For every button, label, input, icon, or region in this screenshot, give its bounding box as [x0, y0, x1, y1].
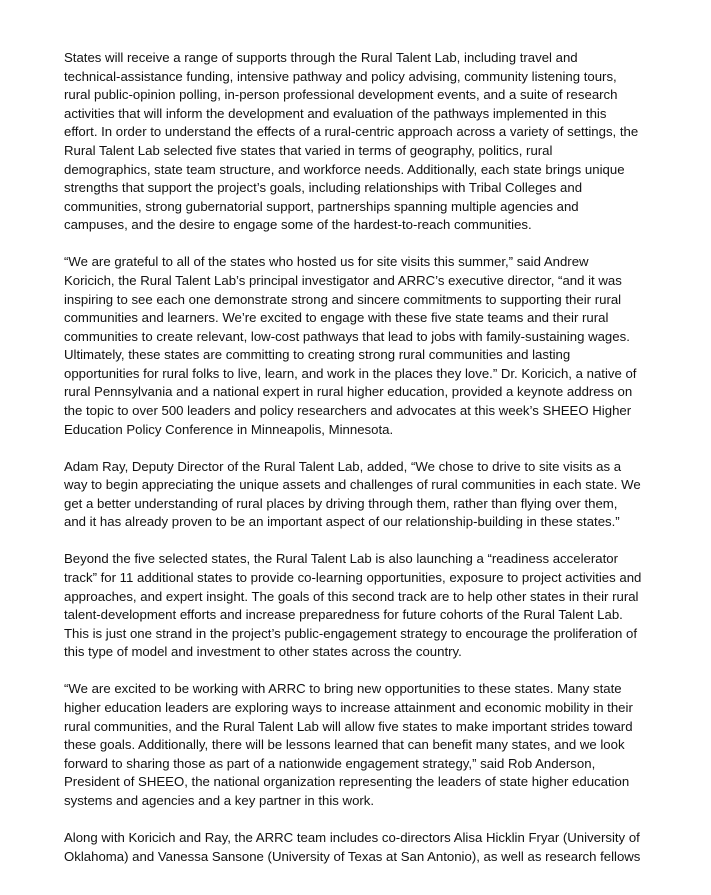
paragraph-ray-quote — [64, 458, 671, 532]
text-line: campuses, and the desire to engage some of the hardest-to-reach communities. — [64, 217, 532, 233]
text-line: communities, strong gubernatorial support, partnerships spanning multiple agencies and — [64, 198, 579, 214]
text-line: get a better understanding of rural places by driving through them, rather than flying over them, — [64, 495, 618, 511]
text-line: effort. In order to understand the effects of a rural-centric approach across a variety of settings, the — [64, 124, 639, 140]
text-line: track” for 11 additional states to provide co-learning opportunities, exposure to project activities and — [64, 570, 642, 586]
text-line: Adam Ray, Deputy Director of the Rural Talent Lab, added, “We chose to drive to site visits as a — [64, 458, 622, 474]
text-line: and it has already proven to be an important aspect of our relationship-building in these states.” — [64, 514, 620, 530]
text-line: Along with Koricich and Ray, the ARRC team includes co-directors Alisa Hicklin Fryar (University of — [64, 829, 640, 845]
paragraph-koricich-quote — [64, 253, 671, 439]
text-line: States will receive a range of supports through the Rural Talent Lab, including travel and — [64, 50, 578, 65]
text-line: opportunities for rural folks to live, learn, and work in the places they love.” Dr. Koricich, a native of — [64, 365, 637, 381]
text-line: strengths that support the project’s goals, including relationships with Tribal Colleges and — [64, 180, 583, 196]
text-line: this type of model and investment to other states across the country. — [64, 644, 462, 660]
text-line: rural Pennsylvania and a national expert in rural higher education, provided a keynote address on — [64, 384, 633, 400]
text-line: inspiring to see each one demonstrate strong and sincere commitments to supporting their rural — [64, 291, 622, 307]
text-line: communities to create relevant, low-cost pathways that lead to jobs with family-sustaining wages. — [64, 328, 630, 344]
text-line: forward to sharing those as part of a nationwide engagement strategy,” said Rob Anderson, — [64, 755, 596, 771]
text-line: “We are grateful to all of the states who hosted us for site visits this summer,” said Andrew — [64, 254, 589, 270]
text-line: President of SHEEO, the national organization representing the leaders of state higher education — [64, 774, 630, 790]
text-line: Beyond the five selected states, the Rural Talent Lab is also launching a “readiness accelerator — [64, 551, 618, 567]
text-line: Oklahoma) and Vanessa Sansone (University of Texas at San Antonio), as well as research fellows — [64, 848, 641, 864]
text-line: technical-assistance funding, intensive pathway and policy advising, community listening tours, — [64, 68, 617, 84]
text-line: rural communities, and the Rural Talent Lab will allow five states to make important strides toward — [64, 718, 633, 734]
text-line: higher education leaders are exploring ways to increase attainment and economic mobility in their — [64, 699, 633, 715]
text-line: Ultimately, these states are committing to creating strong rural communities and lasting — [64, 347, 571, 363]
text-line: way to begin appreciating the unique assets and challenges of rural communities in each state. We — [64, 477, 641, 493]
text-line: communities and learners. We’re excited to engage with these five state teams and their rural — [64, 310, 609, 326]
text-line: activities that will inform the development and evaluation of the pathways implemented in this — [64, 105, 607, 121]
text-line: Education Policy Conference in Minneapolis, Minnesota. — [64, 421, 394, 437]
text-line: talent-development efforts and increase preparedness for future cohorts of the Rural Talent Lab. — [64, 607, 623, 623]
text-line: approaches, and expert insight. The goals of this second track are to help other states in their rural — [64, 588, 639, 604]
text-line: demographics, state team structure, and workforce needs. Additionally, each state brings unique — [64, 161, 625, 177]
paragraph-anderson-quote — [64, 680, 671, 810]
text-line: the topic to over 500 leaders and policy researchers and advocates at this week’s SHEEO Higher — [64, 403, 632, 419]
paragraph-arrc-team — [64, 829, 671, 866]
text-line: rural public-opinion polling, in-person professional development events, and a suite of research — [64, 87, 618, 103]
text-line: “We are excited to be working with ARRC to bring new opportunities to these states. Many state — [64, 681, 622, 697]
text-line: Koricich, the Rural Talent Lab’s principal investigator and ARRC’s executive director, “and it was — [64, 272, 622, 288]
text-line: Rural Talent Lab selected five states that varied in terms of geography, politics, rural — [64, 142, 553, 158]
text-line: This is just one strand in the project’s public-engagement strategy to encourage the proliferation of — [64, 625, 638, 641]
paragraph-supports — [64, 49, 671, 235]
text-line: these goals. Additionally, there will be lessons learned that can benefit many states, and we look — [64, 737, 625, 753]
text-line: systems and agencies and a key partner in this work. — [64, 792, 375, 808]
paragraph-readiness-track — [64, 550, 671, 662]
